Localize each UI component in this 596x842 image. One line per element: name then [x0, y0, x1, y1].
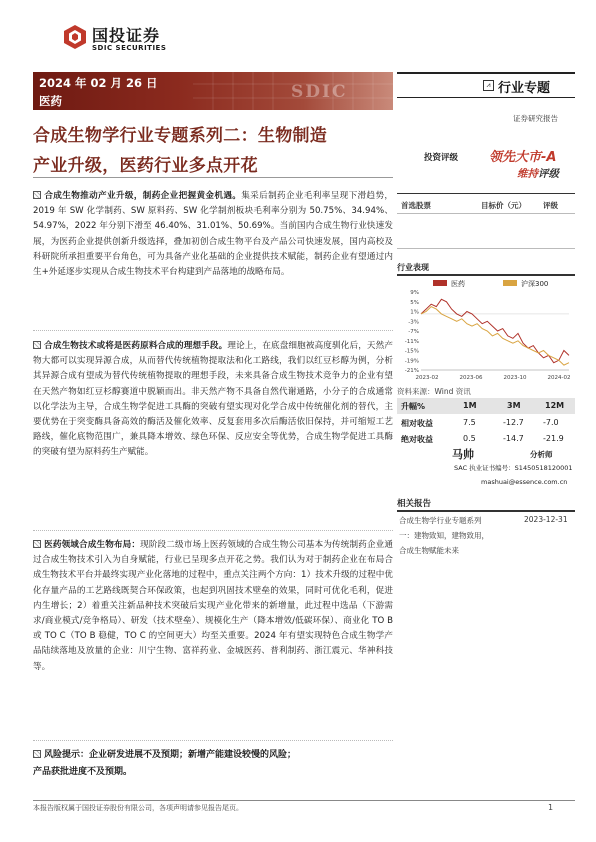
analyst-name: 马帅: [452, 448, 474, 461]
performance-header-row: [397, 398, 575, 414]
y-tick-label: -21%: [404, 368, 419, 374]
chart-source: 资料来源：Wind 资讯: [397, 387, 471, 396]
section-1: [33, 189, 393, 280]
related-rule: [397, 510, 575, 512]
x-tick-label: 2024-02: [547, 375, 571, 381]
analyst-sac-number: SAC 执业证书编号：S1450518120001: [454, 464, 573, 472]
y-tick-label: -11%: [404, 338, 419, 345]
performance-cell: -12.7: [503, 418, 524, 427]
report-subtype: 证券研究报告: [513, 114, 558, 123]
y-tick-label: -7%: [408, 329, 419, 335]
section-2-lead: 合成生物技术或将是医药原料合成的理想手段。: [44, 341, 228, 351]
stock-table-header: [397, 198, 575, 212]
related-report-link[interactable]: 一：建物致知，建物致用，: [399, 531, 489, 540]
performance-col-header: 1M: [463, 401, 477, 410]
report-type: 行业专题: [498, 81, 551, 96]
report-title-line1: 合成生物学行业专题系列二：生物制造: [33, 126, 328, 146]
performance-col-header: 12M: [545, 401, 565, 410]
banner-watermark: SDIC: [291, 82, 348, 102]
logo-mark-icon: [62, 24, 88, 50]
report-date: 2024 年 02 月 26 日: [39, 76, 158, 90]
company-logo: [62, 22, 202, 56]
rating-maintain-prefix: 维持: [517, 168, 538, 180]
section-3-lead: 医药领域合成生物布局：: [44, 540, 141, 550]
title-divider: [33, 177, 393, 178]
section-separator: [33, 740, 393, 741]
performance-col-header: 升幅%: [401, 402, 426, 411]
related-report-date: 2023-12-31: [524, 515, 568, 524]
stock-table-bottom-rule: [397, 248, 575, 249]
x-tick-label: 2023-02: [415, 375, 439, 381]
section-separator: [33, 330, 393, 331]
report-type-icon: ⩘: [483, 80, 494, 91]
performance-cell: 7.5: [463, 418, 476, 427]
performance-cell: 0.5: [463, 434, 476, 443]
x-tick-label: 2023-10: [503, 375, 527, 381]
related-report-link[interactable]: 合成生物学行业专题系列: [399, 516, 482, 525]
performance-chart: [397, 276, 575, 384]
section-2: [33, 339, 393, 461]
y-tick-label: -15%: [404, 348, 419, 355]
risk-line2: 产品获批进度不及预期。: [33, 767, 133, 777]
performance-title: 行业表现: [397, 263, 429, 272]
report-sector: 医药: [39, 94, 62, 108]
y-tick-label: -3%: [408, 319, 419, 326]
stock-table-top-rule: [397, 193, 575, 194]
section-2-body: 理论上，在底盘细胞被高度驯化后，天然产物大都可以实现异源合成，从而替代传统植物提取法和化工路线，我们以红豆杉醇为例，分析其异源合成有望成为替代传统植物提取的理想手段，未来具备合成生物技术竞争力的企业有望在天然产物如红豆杉醇赛道中脱颖而出。非天然产物不具备自然代谢通路，小分子的合成通常以化学法为主导，合成生物学促进工具酶的突破有望实现对化学合成中传统催化剂的替代，主要优势在于突变酶具备高效的酶活及催化效率、反复套用多次后酶活依旧保持，并可缩短工艺路线，催化底物范围广，兼具降本增效、绿色环保、反应安全等优势，合成生物学促进工具酶的突破有望为原料药生产赋能。: [33, 341, 393, 458]
performance-row-label: 相对收益: [401, 419, 433, 428]
section-3-body: 现阶段二级市场上医药领域的合成生物公司基本为传统制药企业通过合成生物技术引入为自身赋能，行业已呈现多点开花之势。我们认为对于制药企业在布局合成生物技术平台并最终实现产业化落地的过程中，重点关注两个方向：1）技术升级的过程中优化存量产品的工艺路线既契合环保政策，也起到巩固技术壁垒的效果，同时可优化毛利，促进内生增长；2）着重关注新品种技术突破后实现产业化带来的新增量，此过程中选品（下游需求/商业模式/竞争格局）、研发（技术壁垒）、规模化生产（降本增效/低碳环保）、商业化 TO B 或 TO C（TO B 稳健，TO C 的空间更大）均至关重要。2024 年有望实现特色合成生物学产品陆续落地及放量的企业：川宁生物、富祥药业、金城医药、普利制药、浙江震元、华神科技等。: [33, 540, 393, 672]
analyst-email[interactable]: mashuai@essence.com.cn: [481, 478, 568, 486]
performance-row-label: 绝对收益: [401, 435, 433, 444]
rating-label: 投资评级: [424, 153, 459, 163]
performance-cell: -21.9: [543, 434, 564, 443]
analyst-role: 分析师: [530, 450, 553, 459]
page-number: 1: [548, 803, 554, 812]
stock-col-header: 首选股票: [401, 201, 431, 210]
bullet-marker-icon: [33, 341, 41, 349]
legend-label: 沪深300: [521, 280, 549, 288]
section-separator: [33, 530, 393, 531]
performance-cell: -14.7: [503, 434, 524, 443]
risk-warning: [33, 747, 393, 781]
rating-maintain-suffix: 评级: [538, 168, 559, 180]
y-tick-label: 9%: [410, 290, 419, 296]
bullet-marker-icon: [33, 191, 41, 199]
logo-text: 国投证券: [92, 26, 161, 45]
y-tick-label: -19%: [404, 358, 419, 365]
stock-col-header: 目标价（元）: [481, 201, 526, 210]
report-title-line2: 产业升级，医药行业多点开花: [33, 156, 258, 176]
legend-swatch: [503, 280, 517, 286]
stock-table-mid-rule: [397, 213, 575, 214]
table-row: [397, 431, 575, 447]
y-tick-label: 5%: [410, 299, 419, 306]
legend-label: 医药: [451, 280, 465, 288]
footer-rule: [33, 800, 575, 801]
related-report-link[interactable]: 合成生物赋能未来: [399, 546, 459, 555]
rating-value: 领先大市-A: [489, 150, 557, 165]
logo-english-text: SDIC SECURITIES: [92, 44, 167, 52]
y-tick-label: 1%: [410, 309, 419, 316]
date-banner: [33, 72, 393, 110]
section-1-lead: 合成生物推动产业升级，制药企业把握黄金机遇。: [44, 191, 242, 201]
performance-cell: -7.0: [543, 418, 559, 427]
legend-swatch: [433, 280, 447, 286]
bullet-marker-icon: [33, 540, 41, 548]
risk-line1: 风险提示：企业研发进展不及预期；新增产能建设较慢的风险；: [44, 750, 297, 760]
bullet-marker-icon: [33, 750, 41, 758]
related-reports-title: 相关报告: [397, 499, 432, 509]
performance-col-header: 3M: [507, 401, 521, 410]
rating-maintain: [517, 166, 559, 181]
stock-col-header: 评级: [543, 201, 558, 210]
section-1-body: 集采后制药企业毛利率呈现下滑趋势，2019 年 SW 化学制药、SW 原料药、SW 化学制剂板块毛利率分别为 50.75%、34.94%、54.97%，2022 年分别下滑至 46.40%、31.01%、50.69%。当前国内合成生物行业快速发展，为医药企业提供创新升级选择，叠加初创合成生物平台及产品公司快速发展，国内高校及科研院所承担重要平台角色，可为具备产业化基础的企业提供技术赋能，制药企业有望通过内生+外延逐步实现从合成生物技术平台构建到产品落地的战略布局。: [33, 191, 393, 278]
report-type-box: [397, 72, 575, 98]
footer-disclaimer: 本报告版权属于国投证券股份有限公司，各项声明请参见报告尾页。: [33, 804, 243, 812]
x-tick-label: 2023-06: [459, 375, 483, 381]
table-row: [397, 415, 575, 431]
section-3: [33, 538, 393, 675]
